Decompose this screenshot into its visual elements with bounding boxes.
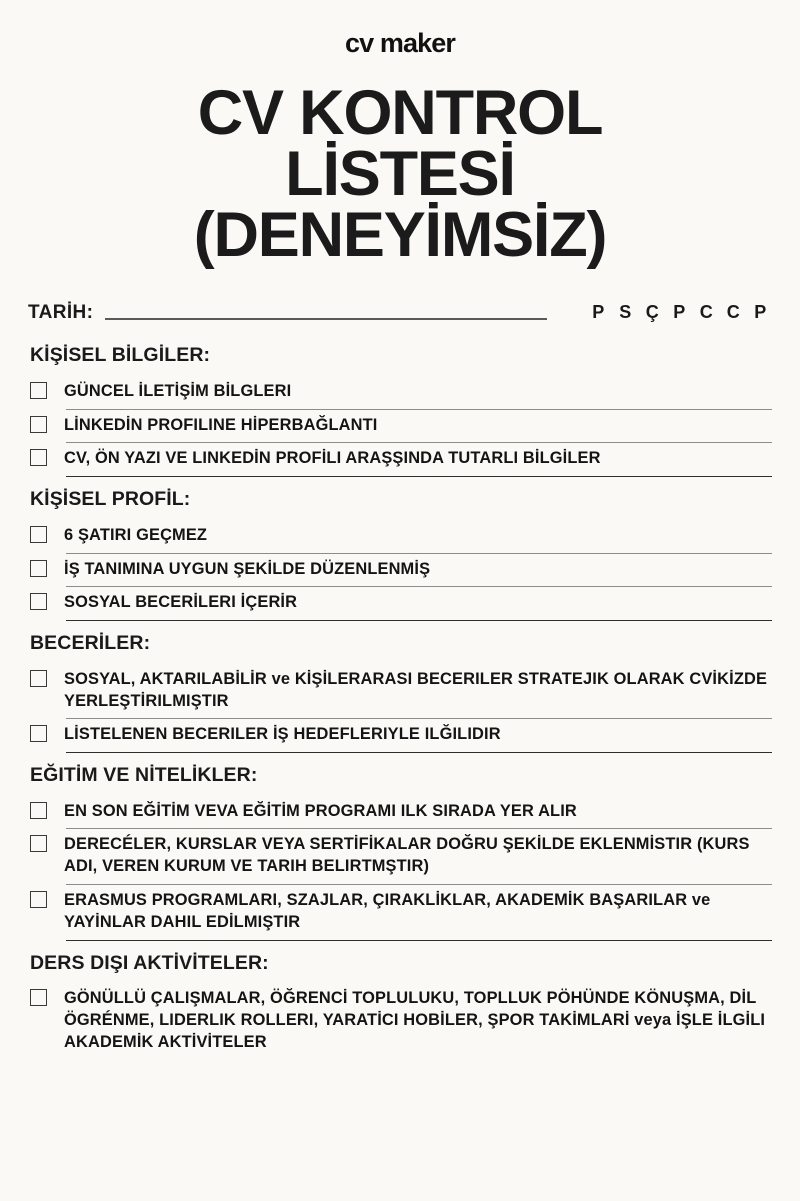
section-heading: KİŞİSEL BİLGİLER: (30, 344, 211, 367)
checklist-item[interactable] (28, 554, 772, 587)
checklist-item[interactable] (28, 520, 772, 553)
checklist-item-label: ERASMUS PROGRAMLARI, SZAJLAR, ÇIRAKLİKLAR, AKADEMİK BAŞARILAR ve YAYİNLAR DAHIL EDİLMIŞTIR (64, 891, 711, 931)
item-divider (66, 940, 772, 941)
day-letters (585, 303, 774, 321)
section-heading: DERS DIŞI AKTİVİTELER: (30, 951, 269, 974)
day-letter: C (726, 302, 741, 323)
checkbox-icon[interactable] (30, 835, 47, 852)
checkbox-icon[interactable] (30, 560, 47, 577)
checkbox-icon[interactable] (30, 416, 47, 433)
checklist-item[interactable] (28, 410, 772, 443)
checkbox-icon[interactable] (30, 449, 47, 466)
checklist-item-label: GÖNÜLLÜ ÇALIŞMALAR, ÖĞRENCİ TOPLULUKU, TOPLLUK PÖHÜNDE KÖNUŞMA, DİL ÖGRÉNME, LIDERLIK ROLLERI, YARATİCI HOBİLER, ŞPOR TAKİMLARİ veya İŞLE İLGİLI AKADEMİK AKTİVİTELER (64, 989, 766, 1051)
checklist-item-label: LİSTELENEN BECERILER İŞ HEDEFLERIYLE ILĞILIDIR (64, 725, 501, 744)
checklist-item-label: SOSYAL BECERİLERI İÇERİR (64, 593, 298, 612)
day-letter: P (754, 302, 767, 323)
checklist-item[interactable] (28, 796, 772, 829)
checkbox-icon[interactable] (30, 593, 47, 610)
checklist-item-label: LİNKEDİN PROFILINE HİPERBAĞLANTI (64, 415, 378, 434)
page-title (0, 78, 800, 271)
date-row (0, 290, 800, 324)
checklist-item-label: CV, ÖN YAZI VE LINKEDİN PROFİLI ARAŞŞINDA TUTARLI BİLGİLER (64, 449, 601, 468)
checkbox-icon[interactable] (30, 670, 47, 687)
checklist-item-label: EN SON EĞİTİM VEVA EĞİTİM PROGRAMI ILK SIRADA YER ALIR (64, 801, 577, 820)
day-letter: C (699, 302, 714, 323)
checklist-sections (0, 346, 800, 1059)
checkbox-icon[interactable] (30, 526, 47, 543)
checkbox-icon[interactable] (30, 891, 47, 908)
day-letter: P (673, 302, 686, 323)
day-letter: Ç (645, 302, 660, 323)
section-heading: EĞITİM VE NİTELİKLER: (30, 764, 258, 787)
day-letter: S (619, 302, 632, 323)
page-title-line-3: (DENEYİMSİZ) (193, 200, 607, 271)
checklist-section (28, 490, 772, 621)
checklist-section (28, 634, 772, 753)
checklist-item[interactable] (28, 587, 772, 620)
checklist-item[interactable] (28, 443, 772, 476)
checklist-item-label: GÜNCEL İLETİŞİM BİLGLERI (64, 381, 292, 400)
checklist-item[interactable] (28, 829, 772, 884)
date-label: TARİH: (28, 302, 94, 324)
checklist-item[interactable] (28, 664, 772, 719)
checklist-item-label: İŞ TANIMINA UYGUN ŞEKİLDE DÜZENLENMİŞ (64, 559, 431, 578)
item-divider (66, 620, 772, 621)
item-divider (66, 476, 772, 477)
checklist-item[interactable] (28, 983, 772, 1059)
date-input-line[interactable] (105, 317, 547, 320)
checklist-item[interactable] (28, 719, 772, 752)
checkbox-icon[interactable] (30, 989, 47, 1006)
brand-logo-text: cv maker (345, 28, 455, 58)
checklist-item-label: SOSYAL, AKTARILABİLİR ve KİŞİLERARASI BECERILER STRATEJIK OLARAK CVİKİZDE YERLEŞTİRILMIŞTIR (64, 669, 768, 710)
section-heading: KİŞİSEL PROFİL: (30, 488, 191, 511)
day-letter: P (592, 302, 605, 323)
checkbox-icon[interactable] (30, 382, 47, 399)
checkbox-icon[interactable] (30, 802, 47, 819)
checklist-item-label: DERECÉLER, KURSLAR VEYA SERTİFİKALAR DOĞRU ŞEKİLDE EKLENMİSTIR (KURS ADI, VEREN KURUM VE TARIH BELIRTMŞTIR) (64, 835, 750, 876)
section-heading: BECERİLER: (30, 632, 151, 655)
checklist-item[interactable] (28, 885, 772, 940)
checkbox-icon[interactable] (30, 725, 47, 742)
checklist-item-label: 6 ŞATIRI GEÇMEZ (64, 525, 208, 544)
page-title-line-1: CV KONTROL (197, 78, 603, 148)
checklist-item[interactable] (28, 376, 772, 409)
checklist-section (28, 766, 772, 941)
checklist-section (28, 346, 772, 477)
item-divider (66, 752, 772, 753)
checklist-section (28, 951, 772, 1060)
brand-logo (0, 0, 800, 57)
page-title-line-2: LİSTESİ (285, 139, 515, 210)
